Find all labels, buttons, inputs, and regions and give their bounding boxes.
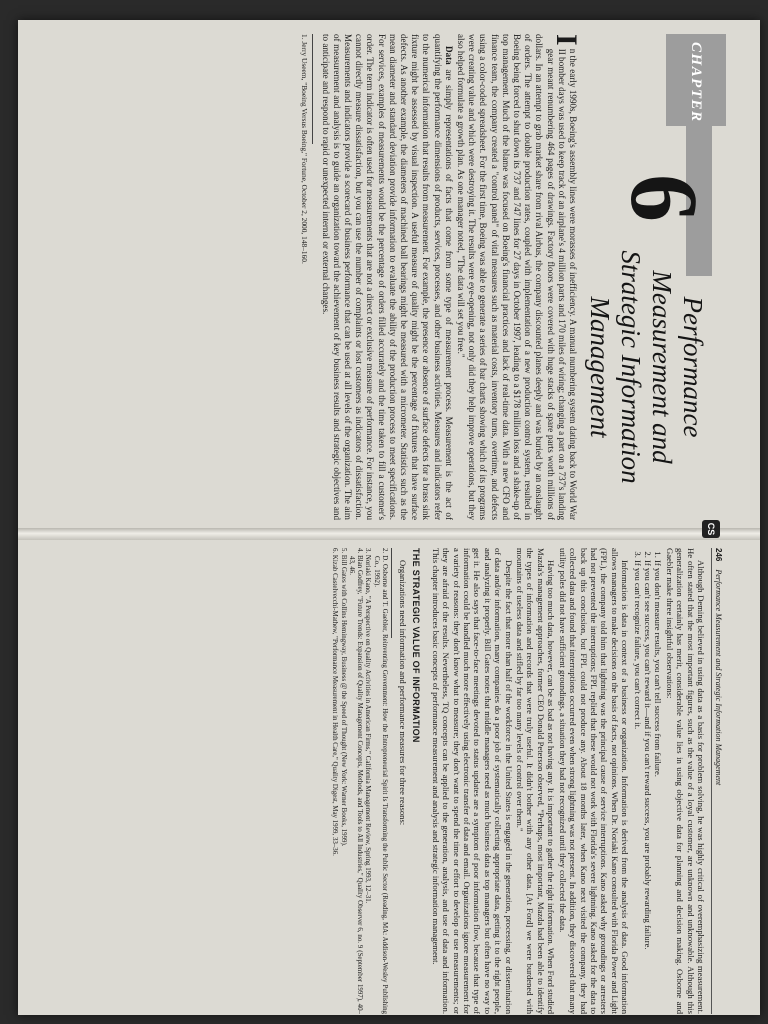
drop-cap: I: [550, 34, 583, 46]
page-fold: [18, 528, 760, 540]
lead-term: Data: [443, 46, 454, 65]
footnote: 1. Jerry Useem, "Boeing Versus Boeing," Fortune, October 2, 2000, 148–160.: [300, 34, 310, 264]
chapter-title: Performance Measurement and Strategic Information Management: [585, 250, 708, 484]
body-paragraph: Although Deming believed in using data as a basis for problem solving, he was highly critical of overemphasizing measurement. He often stated that the most important figures, such as the value of a loyal customer, are unknown and unknowable. Although this generalization certainly has merit, considerable value lies in using objective data for planning and decision making. Osborne and Gaebler make three insightful observations:: [664, 548, 706, 1014]
list-item: 3. If you can't recognize failure, you can't correct it.: [632, 560, 642, 1014]
chapter-label: CHAPTER: [688, 42, 704, 123]
body-paragraph: Organizations need information and performance measures for three reasons:: [398, 560, 409, 826]
footnote-rule: [391, 548, 392, 638]
footnote: 2. D. Osborne and T. Gaebler, Reinventing Government: How the Entrepreneurial Spirit Is Transforming the Public Sector (Reading, MA: Addison-Wesley Publishing Co., 1992).: [372, 548, 389, 1014]
footnotes: [330, 548, 392, 1014]
cs-badge: CS: [702, 520, 720, 538]
paragraph-text: n the early 1990s, Boeing's assembly lines were morasses of inefficiency. A manual numbering system dating back to World War II bomber days was used to keep track of an airplane's 4 million parts and 170 miles of wiring; changing a part on a 737's landing gear meant renumbering 464 pages of drawings. Factory floors were covered with huge stacks of spare parts worth millions of dollars. In an attempt to grab market share from rival Airbus, the company discounted planes deeply and was buried by an onslaught of orders. The attempt to double production rates, coupled with implementation of a new production control system, resulted in Boeing being forced to shut down its 737 and 747 lines for 27 days in October 1997, leading to a $178 million loss and a shake-up of top management. Much of the blame was focused on Boeing's financial practices and lack of real-time data. With a new CFO and finance team, the company created a "control panel" of vital measures such as material costs, inventory turns, overtime, and defects using a color-coded spreadsheet. For the first time, Boeing was able to generate a series of bar charts showing which of its programs were creating value and which were destroying it. The results were eye-opening, not only did they help improve operations, but they also helped formulate a growth plan. As one manager noted, "The data will set you free.": [455, 34, 578, 520]
body-paragraph: Despite the fact that more than half of the workforce in the United States is engaged in the generation, processing, or dissemination of data and/or information, many companies do a poor job of systematically collecting appropriate data, getting it to the right people, and analyzing it properly. Bill Gates notes that middle managers need as much business data as top managers but often have no way to get it. He also says that face-to-face meetings devoted to status updates are a symptom of poor information flow, because that type of information could be handled much more effectively using electronic transfer of data and email. Organizations ignore measurement for a variety of reasons: they don't know what to measure; they don't want to spend the time or effort to develop or use measurements; or they are afraid of the results. Nevertheless, TQ concepts can be applied to the generation, analysis, and use of data and information. This chapter introduces basic concepts of performance measurement and analysis and strategic information management.: [430, 548, 514, 1014]
paragraph-text: are simply representations of facts that come from some type of measurement process. Measurement is the act of quantifying the performance dimensions of products, services, processes, and other business activities. Measures and indicators refer to the numerical information that results from measurement. For example, the presence or absence of surface defects for a brass sink fixture might be assessed by visual inspection. A useful measure of quality might be the percentage of fixtures that have surface defects. As another example, the diameters of machined ball bearings might be measured with a micrometer. Statistics such as the mean diameter and standard deviation provide information to evaluate the ability of the production process to meet specifications. For services, examples of measurements would be the percentage of orders filled accurately and the time taken to fill a customer's order. The term indicator is often used for measurements that are not a direct or exclusive measure of performance. For instance, you cannot directly measure dissatisfaction, but you can use the number of complaints or lost customers as indicators of dissatisfaction. Measurements and indicators provide a scorecard of business performance that can be used at all levels of the organization. The aim of measurement and analysis is to guide an organization toward the achievement of key business results and strategic objectives and to anticipate and respond to rapid or unexpected internal or external changes.: [320, 34, 454, 520]
footnote: 5. Bill Gates with Collins Hemingway, Business @ the Speed of Thought (New York: Warner Books, 1999).: [339, 548, 347, 847]
chapter-opening-page: [40, 28, 730, 536]
footnote: 3. Noriaki Kano, "A Perspective on Quality Activities in American Firms," California Management Review, Spring 1993, 12–31.: [364, 548, 372, 904]
body-paragraph: Information is data in context of a business or organization. Information is derived from the analysis of data. Good information allows managers to make decisions on the basis of facts, not opinions. When Dr. Noriaki Kano consulted with Florida Power and Light (FPL), the company told him that lightning was the principal cause of service interruptions. Kano asked why groundings or arresters had not prevented the interruptions; FPL replied that these would not work with Florida's severe lightning. Kano asked for the data to back up this conclusion, but FPL could not produce any. About 18 months later, when Kano next visited the company, they had collected data and found that interruptions occurred even when strong lightning was not present. In addition, they discovered that many utility poles did not have sufficient groundings, a situation they had not recognized until they collected the data.: [557, 548, 631, 1014]
footnote: 6. Kizab Castelvecchi-Mathew, "Performance Measurement in Health Care," Quality Digest, May 1999, 33–36.: [331, 548, 339, 856]
list-item: 2. If you can't see success, you can't reward it—and if you can't reward success, you are probably rewarding failure.: [643, 560, 653, 1014]
page-number: 246: [714, 548, 723, 562]
observations-list: [632, 560, 663, 1014]
page-body: [330, 548, 706, 1014]
section-heading: THE STRATEGIC VALUE OF INFORMATION: [411, 548, 422, 743]
running-head: [711, 548, 724, 1014]
chapter-tab: [666, 34, 726, 126]
body-paragraph: Having too much data, however, can be as bad as not having any. It is important to gather the right information. When Ford studied Mazda's management approaches, former CEO Donald Peterson observed, "Perhaps, most important, Mazda had been able to identify the types of information and records that were truly useful. It didn't bother with any other data. [At Ford] we were burdened with mountains of useless data and stifled by far too many levels of control over them.": [515, 548, 557, 1014]
page-246: [40, 542, 728, 1020]
footnote: 4. Blan Godfrey, "Future Trends: Expansion of Quality Management Concepts, Methods, and Tools to All Industries," Quality Observer 6, no. 9 (September 1997), 40–43, 46.: [347, 548, 364, 1014]
body-paragraph: [455, 34, 583, 520]
running-head-title: Performance Measurement and Strategic Information Management: [714, 569, 723, 786]
chapter-number: 6: [611, 174, 718, 222]
chapter-body: [300, 34, 583, 520]
list-item: 1. If you don't measure results, you can't tell success from failure.: [653, 560, 663, 1014]
body-paragraph: [319, 34, 453, 520]
footnote-rule: [312, 34, 313, 144]
